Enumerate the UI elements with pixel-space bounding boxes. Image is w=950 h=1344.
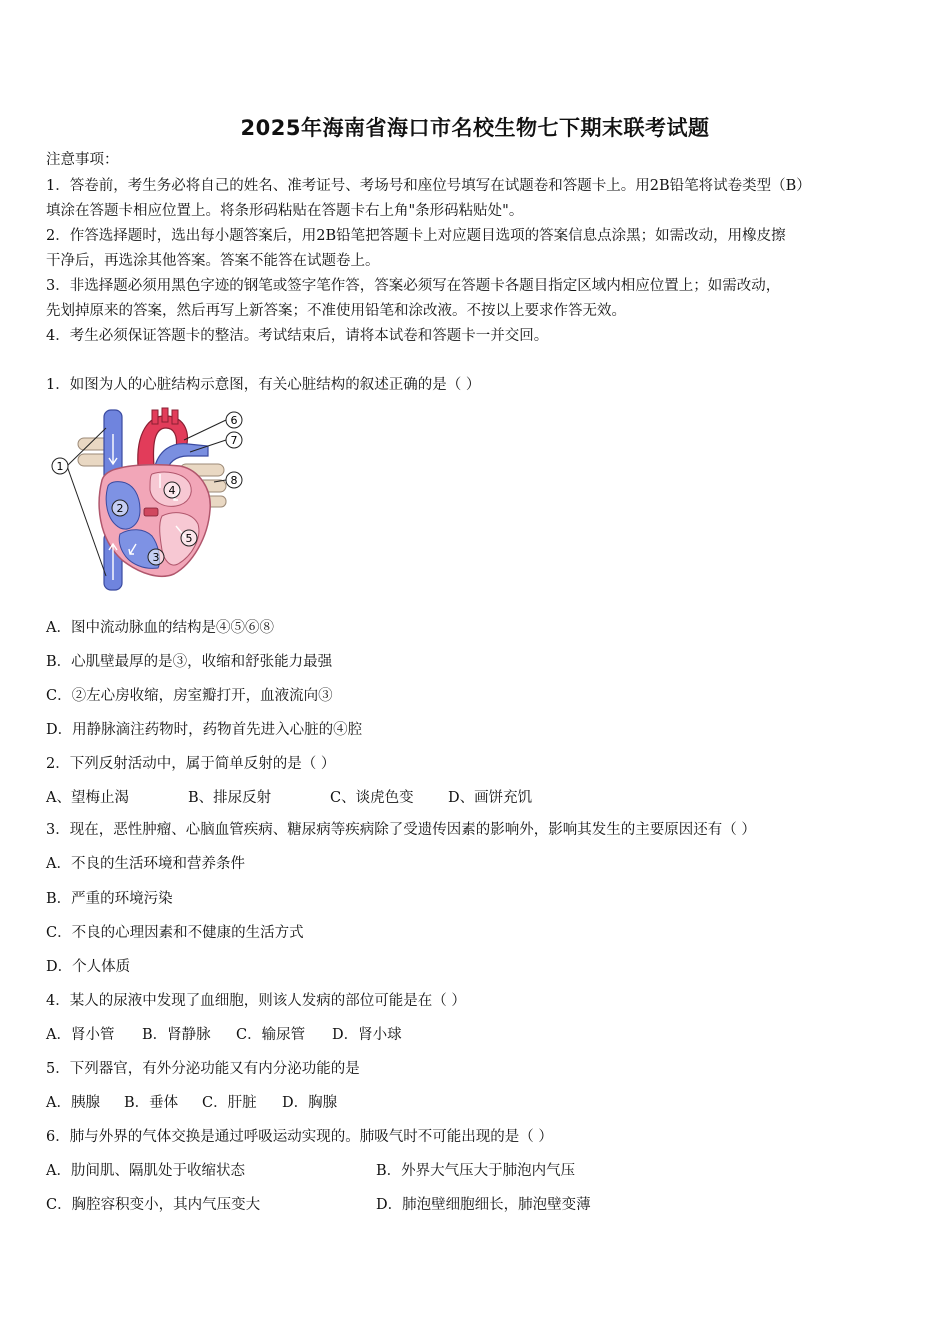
question-2-stem: 2．下列反射活动中，属于简单反射的是（ ） [46, 756, 336, 772]
figure-label-8: 8 [230, 474, 238, 487]
question-3-option-b: B．严重的环境污染 [46, 891, 173, 907]
notice-line: 4．考生必须保证答题卡的整洁。考试结束后，请将本试卷和答题卡一并交回。 [46, 328, 549, 344]
question-6-option-b: B．外界大气压大于肺泡内气压 [376, 1163, 576, 1179]
question-1-stem: 1．如图为人的心脏结构示意图，有关心脏结构的叙述正确的是（ ） [46, 377, 481, 393]
page-title: 2025年海南省海口市名校生物七下期末联考试题 [240, 116, 710, 140]
question-2-option-d: D、画饼充饥 [448, 790, 533, 806]
question-1-option-b: B．心肌壁最厚的是③，收缩和舒张能力最强 [46, 654, 333, 670]
figure-label-7: 7 [230, 434, 238, 447]
question-6-stem: 6．肺与外界的气体交换是通过呼吸运动实现的。肺吸气时不可能出现的是（ ） [46, 1129, 553, 1145]
question-4-stem: 4．某人的尿液中发现了血细胞，则该人发病的部位可能是在（ ） [46, 993, 466, 1009]
question-1-option-c: C．②左心房收缩，房室瓣打开，血液流向③ [46, 688, 333, 704]
question-3-option-a: A．不良的生活环境和营养条件 [46, 856, 245, 872]
figure-label-5: 5 [185, 532, 193, 545]
question-5-option-d: D．胸腺 [282, 1095, 338, 1111]
notice-line: 2．作答选择题时，选出每小题答案后，用2B铅笔把答题卡上对应题目选项的答案信息点涂黑；如需改动，用橡皮擦 [46, 228, 786, 244]
question-6-option-d: D．肺泡壁细胞细长，肺泡壁变薄 [376, 1197, 591, 1213]
notice-heading: 注意事项： [46, 152, 119, 168]
question-2-option-c: C、谈虎色变 [330, 790, 414, 806]
question-5-option-c: C．肝脏 [202, 1095, 257, 1111]
question-3-option-c: C．不良的心理因素和不健康的生活方式 [46, 925, 304, 941]
figure-label-2: 2 [116, 502, 124, 515]
question-5-option-a: A．胰腺 [46, 1095, 100, 1111]
question-1-option-a: A．图中流动脉血的结构是④⑤⑥⑧ [46, 620, 274, 636]
figure-label-3: 3 [152, 551, 160, 564]
notice-line: 先划掉原来的答案，然后再写上新答案；不准使用铅笔和涂改液。不按以上要求作答无效。 [46, 303, 626, 319]
question-1-option-d: D．用静脉滴注药物时，药物首先进入心脏的④腔 [46, 722, 363, 738]
question-2-option-b: B、排尿反射 [188, 790, 272, 806]
notice-line: 3．非选择题必须用黑色字迹的钢笔或签字笔作答，答案必须写在答题卡各题目指定区域内相应位置上；如需改动， [46, 278, 781, 294]
question-4-option-a: A．肾小管 [46, 1027, 115, 1043]
question-3-option-d: D．个人体质 [46, 959, 131, 975]
heart-diagram [40, 404, 260, 600]
question-6-option-c: C．胸腔容积变小，其内气压变大 [46, 1197, 261, 1213]
question-5-option-b: B．垂体 [124, 1095, 179, 1111]
figure-label-6: 6 [230, 414, 238, 427]
question-4-option-c: C．输尿管 [236, 1027, 306, 1043]
question-2-option-a: A、望梅止渴 [46, 790, 129, 806]
question-4-option-d: D．肾小球 [332, 1027, 402, 1043]
question-4-option-b: B．肾静脉 [142, 1027, 211, 1043]
figure-label-4: 4 [168, 484, 176, 497]
notice-line: 干净后，再选涂其他答案。答案不能答在试题卷上。 [46, 253, 380, 269]
question-3-stem: 3．现在，恶性肿瘤、心脑血管疾病、糖尿病等疾病除了受遗传因素的影响外，影响其发生的主要原因还有（ ） [46, 822, 756, 838]
figure-label-1: 1 [56, 460, 64, 473]
question-5-stem: 5．下列器官，有外分泌功能又有内分泌功能的是 [46, 1061, 360, 1077]
notice-line: 1．答卷前，考生务必将自己的姓名、准考证号、考场号和座位号填写在试题卷和答题卡上。用2B铅笔将试卷类型（B） [46, 178, 811, 194]
notice-line: 填涂在答题卡相应位置上。将条形码粘贴在答题卡右上角"条形码粘贴处"。 [46, 203, 524, 219]
question-6-option-a: A．肋间肌、隔肌处于收缩状态 [46, 1163, 245, 1179]
